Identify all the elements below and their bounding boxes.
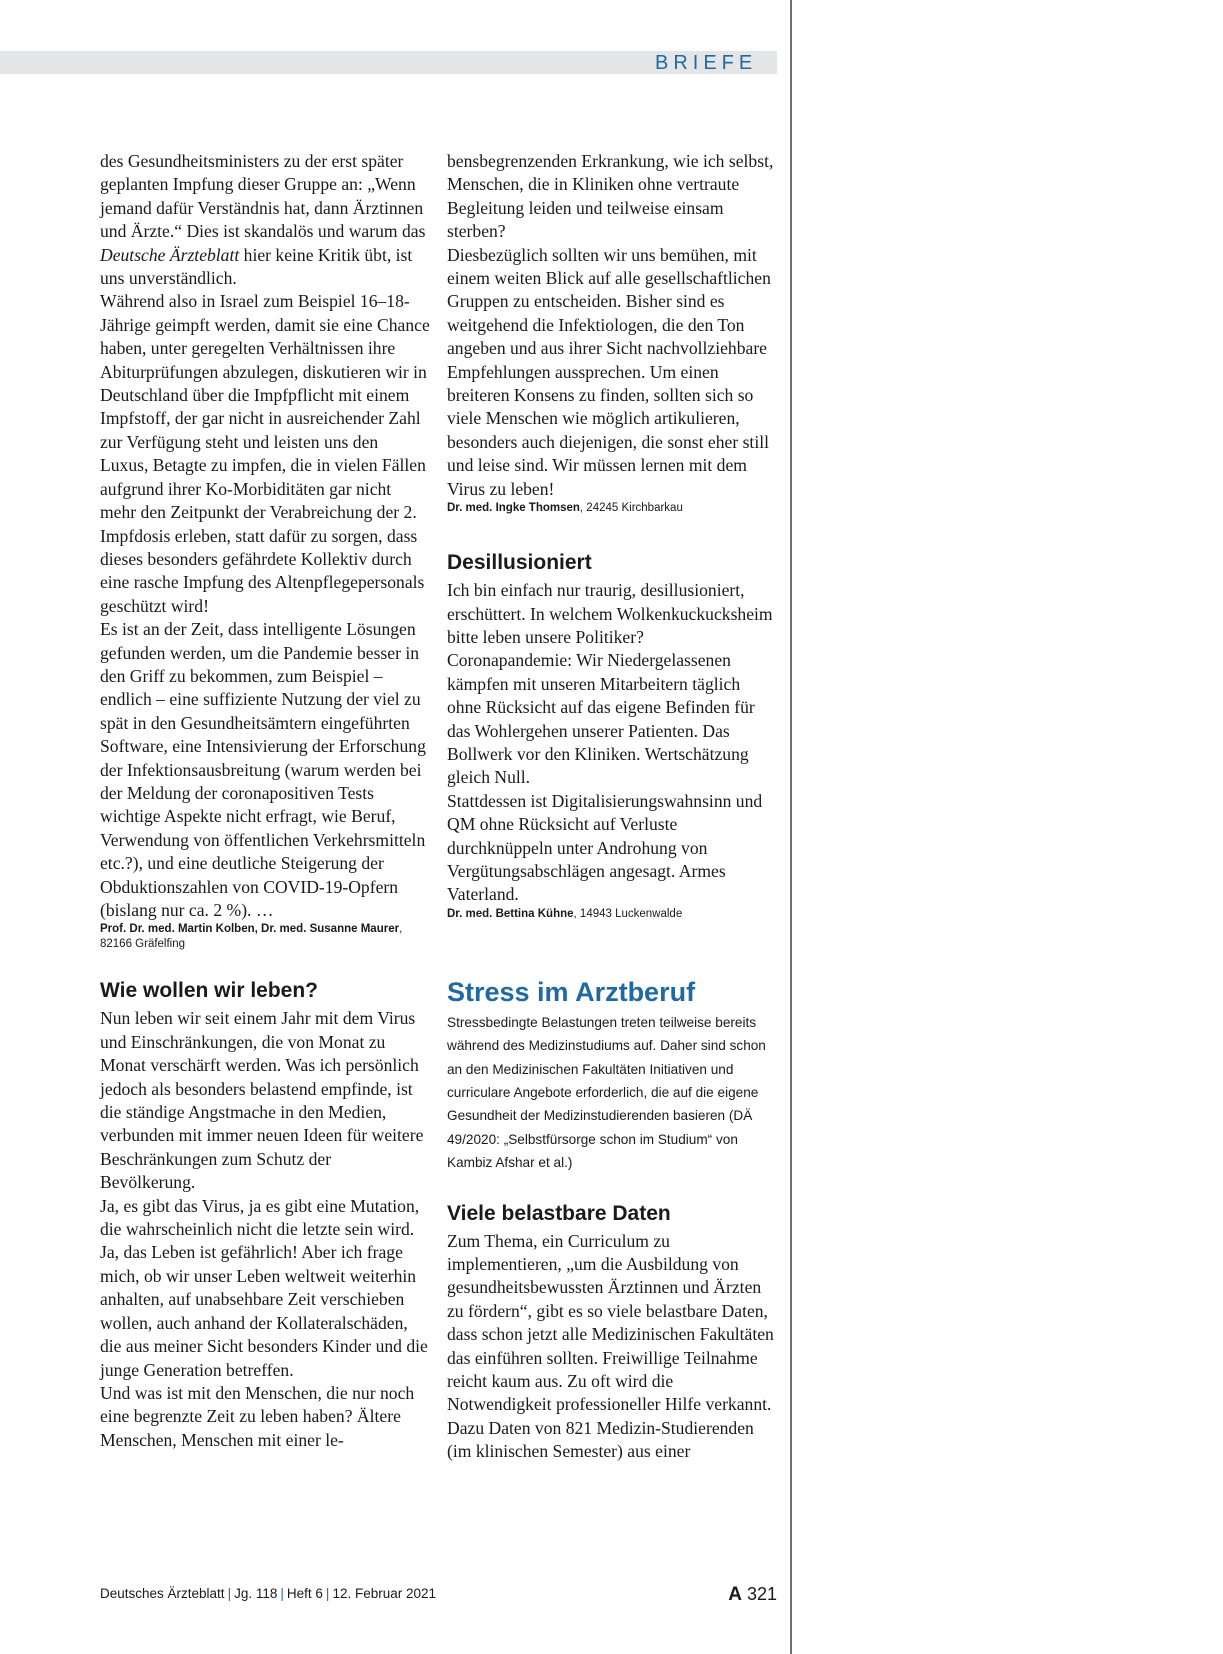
journal-name-italic: Deutsche Ärzteblatt — [100, 244, 240, 265]
section-label: BRIEFE — [655, 52, 758, 74]
letter-heading: Desillusioniert — [447, 551, 592, 575]
body-paragraph: Dazu Daten von 821 Medizin-Studierenden (im klinischen Semester) aus einer — [447, 1417, 754, 1462]
footer-volume: Jg. 118 — [234, 1586, 278, 1601]
letter-heading: Viele belastbare Daten — [447, 1201, 671, 1225]
letter-signature: Dr. med. Bettina Kühne, 14943 Luckenwalde — [447, 907, 683, 920]
page-edge-rule — [790, 0, 792, 1654]
footer-separator: | — [280, 1586, 284, 1601]
body-paragraph: Stattdessen ist Digitalisierungswahnsinn und QM ohne Rücksicht auf Verluste durchknüppeln unter Androhung von Vergütungsabschlägen angesagt. Armes Vaterland. — [447, 790, 763, 905]
body-paragraph: bensbegrenzenden Erkrankung, wie ich selbst, Menschen, die in Kliniken ohne vertraute Begleitung leiden und teilweise einsam sterben? — [447, 151, 774, 242]
right-column — [447, 150, 777, 1464]
page-prefix: A — [728, 1584, 742, 1605]
body-paragraph: Während also in Israel zum Beispiel 16–18-Jährige geimpft werden, damit sie eine Chance haben, unter geregelten Verhältnissen ihre Abiturprüfungen abzulegen, diskutieren wir in Deutschland über die Impfpflicht mit einem Impfstoff, der gar nicht in ausreichender Zahl zur Verfügung steht und leisten uns den Luxus, Betagte zu impfen, die in vielen Fällen aufgrund ihrer Ko-Morbiditäten gar nicht mehr den Zeitpunkt der Verabreichung der 2. Impfdosis erleben, statt dafür zu sorgen, dass dieses besonders gefährdete Kollektiv durch eine rasche Impfung des Altenpflegepersonals geschützt wird! — [100, 291, 430, 616]
footer-separator: | — [227, 1586, 232, 1601]
letter-heading: Wie wollen wir leben? — [100, 979, 319, 1003]
body-paragraph: Zum Thema, ein Curriculum zu implementieren, „um die Ausbildung von gesundheitsbewussten Ärztinnen und Ärzten zu fördern“, gibt es so viele belastbare Daten, dass schon jetzt alle Medizinischen Fakultäten das einführen sollten. Freiwillige Teilnahme reicht kaum aus. Zu oft wird die Notwendigkeit professioneller Hilfe verkannt. — [447, 1230, 774, 1415]
body-paragraph: Diesbezüglich sollten wir uns bemühen, mit einem weiten Blick auf alle gesellschaftlichen Gruppen zu entscheiden. Bisher sind es weitgehend die Infektiologen, die den Ton angeben und aus ihrer Sicht nachvollziehbare Empfehlungen aussprechen. Um einen breiteren Konsens zu finden, sollten sich so viele Menschen wie möglich artikulieren, besonders auch diejenigen, die sonst eher still und leise sind. Wir müssen lernen mit dem Virus zu leben! — [447, 244, 771, 499]
footer-journal: Deutsches Ärzteblatt — [100, 1586, 225, 1601]
body-paragraph: Nun leben wir seit einem Jahr mit dem Virus und Einschränkungen, die von Monat zu Monat verschärft werden. Was ich persönlich jedoch als besonders belastend empfinde, ist die ständige Angstmache in den Medien, verbunden mit immer neuen Ideen für weitere Beschränkungen zum Schutz der Bevölkerung. — [100, 1008, 424, 1193]
left-column — [100, 150, 430, 1452]
letter-signature: Prof. Dr. med. Martin Kolben, Dr. med. Susanne Maurer, 82166 Gräfelfing — [100, 923, 403, 951]
page-number-value: 321 — [746, 1584, 777, 1604]
topic-intro: Stressbedingte Belastungen treten teilweise bereits während des Medizinstudiums auf. Daher sind schon an den Medizinischen Fakultäten Initiativen und curriculare Angebote erforderlich, die auf die eigene Gesundheit der Medizinstudierenden basieren (DÄ 49/2020: „Selbstfürsorge schon im Studium“ von Kambiz Afshar et al.) — [447, 1014, 766, 1171]
page-footer — [100, 1584, 777, 1606]
footer-citation — [100, 1586, 436, 1601]
footer-separator: | — [325, 1586, 330, 1601]
letter-signature: Dr. med. Ingke Thomsen, 24245 Kirchbarkau — [447, 502, 683, 515]
footer-issue: Heft 6 — [286, 1586, 323, 1601]
body-paragraph: des Gesundheitsministers zu der erst später geplanten Impfung dieser Gruppe an: „Wenn jemand dafür Verständnis hat, dann Ärztinnen und Ärzte.“ Dies ist skandalös und warum das Deutsche Ärzteblatt hier keine Kritik übt, ist uns unverständlich. — [100, 151, 426, 289]
topic-title: Stress im Arztberuf — [447, 976, 696, 1007]
body-paragraph: Und was ist mit den Menschen, die nur noch eine begrenzte Zeit zu leben haben? Ältere Menschen, Menschen mit einer le- — [100, 1382, 415, 1450]
body-paragraph: Coronapandemie: Wir Niedergelassenen kämpfen mit unseren Mitarbeitern täglich ohne Rücksicht auf das eigene Befinden für das Wohlergehen unserer Patienten. Das Bollwerk vor den Kliniken. Wertschätzung gleich Null. — [447, 650, 755, 788]
body-paragraph: Ja, es gibt das Virus, ja es gibt eine Mutation, die wahrscheinlich nicht die letzte sein wird. Ja, das Leben ist gefährlich! Aber ich frage mich, ob wir unser Leben weltweit weiterhin anhalten, auf unabsehbare Zeit verschieben wollen, auch anhand der Kollateralschäden, die aus meiner Sicht besonders Kinder und die junge Generation betreffen. — [100, 1195, 428, 1380]
footer-date: 12. Februar 2021 — [332, 1586, 437, 1601]
page-number — [728, 1584, 777, 1606]
body-paragraph: Es ist an der Zeit, dass intelligente Lösungen gefunden werden, um die Pandemie besser in den Griff zu bekommen, zum Beispiel – endlich – eine suffiziente Nutzung der viel zu spät in den Gesundheitsämtern eingeführten Software, eine Intensivierung der Erforschung der Infektionsausbreitung (warum werden bei der Meldung der coronapositiven Tests wichtige Aspekte nicht erfragt, wie Beruf, Verwendung von öffentlichen Verkehrsmitteln etc.?), und eine deutliche Steigerung der Obduktionszahlen von COVID-19-Opfern (bislang nur ca. 2 %). … — [100, 619, 426, 920]
body-paragraph: Ich bin einfach nur traurig, desillusioniert, erschüttert. In welchem Wolkenkuckucksheim bitte leben unsere Politiker? — [447, 580, 773, 647]
